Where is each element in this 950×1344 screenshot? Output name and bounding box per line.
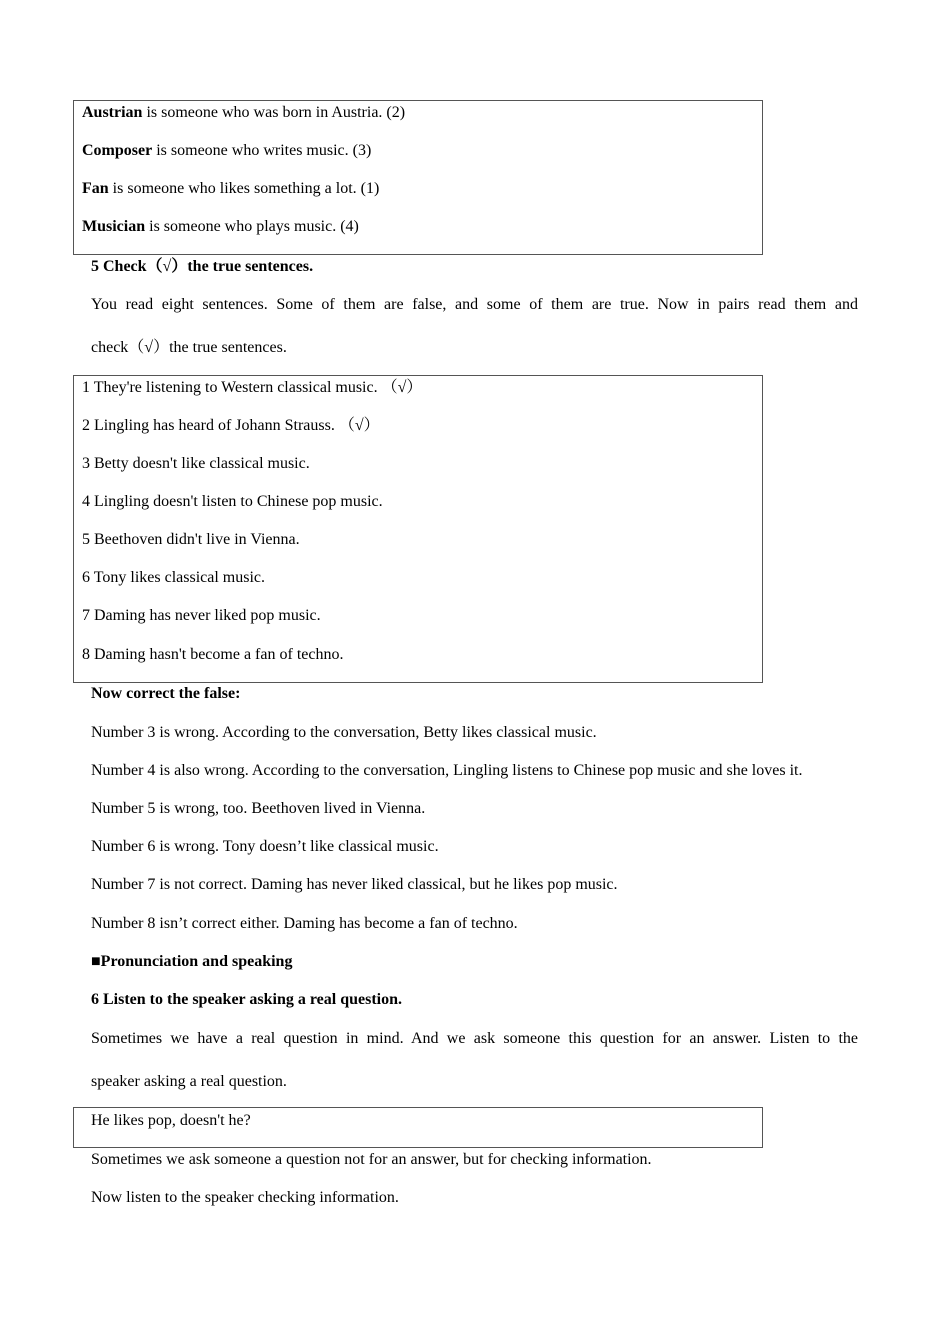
- paragraph: Sometimes we ask someone a question not for an answer, but for checking information.: [91, 1151, 652, 1168]
- section-heading: ■Pronunciation and speaking: [91, 953, 293, 970]
- example-question: He likes pop, doesn't he?: [91, 1112, 251, 1129]
- correct-heading: Now correct the false:: [91, 685, 241, 702]
- exercise-5-heading: 5 Check（√）the true sentences.: [91, 258, 314, 275]
- definition: Fan is someone who likes something a lot. (1): [82, 180, 380, 197]
- exercise-6-intro: Sometimes we have a real question in mind. And we ask someone this question for an answer. Listen to the: [91, 1030, 858, 1047]
- correction: Number 3 is wrong. According to the conversation, Betty likes classical music.: [91, 724, 597, 741]
- exercise-6-heading: 6 Listen to the speaker asking a real question.: [91, 991, 402, 1008]
- correction: Number 5 is wrong, too. Beethoven lived in Vienna.: [91, 800, 426, 817]
- sentence-item: 7 Daming has never liked pop music.: [82, 607, 321, 624]
- sentence-item: 4 Lingling doesn't listen to Chinese pop music.: [82, 493, 383, 510]
- sentence-item: 5 Beethoven didn't live in Vienna.: [82, 531, 300, 548]
- correction: Number 4 is also wrong. According to the conversation, Lingling listens to Chinese pop music and she loves it.: [91, 762, 803, 779]
- correction: Number 7 is not correct. Daming has never liked classical, but he likes pop music.: [91, 876, 618, 893]
- exercise-6-intro-cont: speaker asking a real question.: [91, 1073, 287, 1090]
- square-bullet-icon: ■: [91, 953, 101, 970]
- definition: Musician is someone who plays music. (4): [82, 218, 359, 235]
- sentence-item: 2 Lingling has heard of Johann Strauss. （√）: [82, 417, 380, 434]
- sentence-item: 1 They're listening to Western classical music. （√）: [82, 379, 423, 396]
- sentence-item: 8 Daming hasn't become a fan of techno.: [82, 646, 344, 663]
- definition: Composer is someone who writes music. (3): [82, 142, 372, 159]
- correction: Number 6 is wrong. Tony doesn’t like classical music.: [91, 838, 439, 855]
- exercise-5-intro-cont: check（√）the true sentences.: [91, 339, 287, 356]
- sentence-item: 6 Tony likes classical music.: [82, 569, 265, 586]
- exercise-5-intro: You read eight sentences. Some of them are false, and some of them are true. Now in pairs read them and: [91, 296, 858, 313]
- sentence-item: 3 Betty doesn't like classical music.: [82, 455, 310, 472]
- definition: Austrian is someone who was born in Austria. (2): [82, 104, 406, 121]
- paragraph: Now listen to the speaker checking information.: [91, 1189, 399, 1206]
- correction: Number 8 isn’t correct either. Daming has become a fan of techno.: [91, 915, 518, 932]
